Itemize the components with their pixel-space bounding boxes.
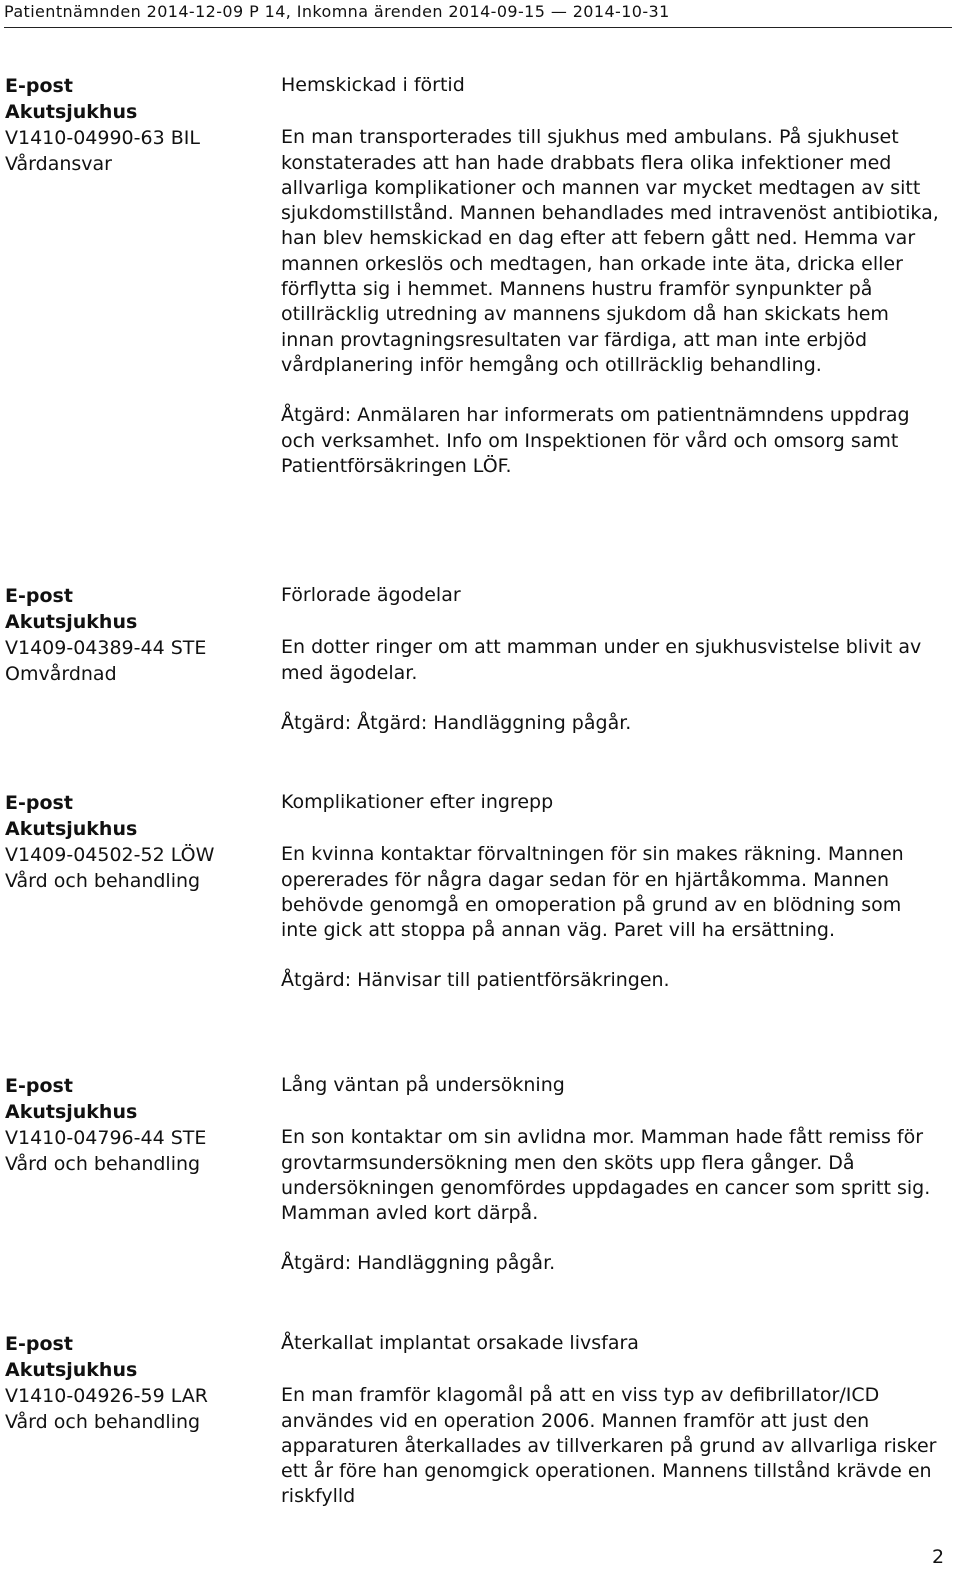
case-category: Vårdansvar <box>5 153 112 175</box>
case-category: Vård och behandling <box>5 1411 201 1433</box>
case-id: V1409-04502-52 LÖW <box>5 844 215 866</box>
case-channel: E-post <box>5 1333 73 1355</box>
case-action: Åtgärd: Handläggning pågår. <box>281 1252 556 1275</box>
case-id: V1410-04796-44 STE <box>5 1127 207 1149</box>
case-action: Åtgärd: Åtgärd: Handläggning pågår. <box>281 711 632 734</box>
case-action: Åtgärd: Hänvisar till patientförsäkringen. <box>281 969 670 992</box>
case-title: Förlorade ägodelar <box>281 584 461 606</box>
case-body <box>281 790 941 994</box>
case-id: V1409-04389-44 STE <box>5 637 207 659</box>
case-channel: E-post <box>5 75 73 97</box>
case-id: V1410-04990-63 BIL <box>5 127 200 149</box>
case-meta <box>5 790 265 894</box>
case-description: En kvinna kontaktar förvaltningen för sin makes räkning. Mannen opererades för några dagar sedan för en hjärtåkomma. Mannen behövde genomgå en omoperation på grund av en blödning som inte gick att stoppa på annan väg. Paret vill ha ersättning. <box>281 843 904 942</box>
page-header <box>4 0 952 28</box>
case-description: En man transporterades till sjukhus med ambulans. På sjukhuset konstaterades att han hade drabbats flera olika infektioner med allvarliga komplikationer och mannen var mycket medtagen av sitt sjukdomstillstånd. Mannen behandlades med intravenöst antibiotika, han blev hemskickad en dag efter att febern gått ned. Hemma var mannen orkeslös och medtagen, han orkade inte äta, dricka eller förflytta sig i hemmet. Mannens hustru framför synpunkter på otillräcklig utredning av mannens sjukdom då han skickats hem innan provtagningsresultaten var färdiga, att man inte erbjöd vårdplanering inför hemgång och otillräcklig behandling. <box>281 126 939 376</box>
case-channel: E-post <box>5 585 73 607</box>
case-action: Åtgärd: Anmälaren har informerats om patientnämndens uppdrag och verksamhet. Info om Inspektionen för vård och omsorg samt Patientförsäkringen LÖF. <box>281 404 910 477</box>
case-description: En man framför klagomål på att en viss typ av defibrillator/ICD användes vid en operation 2006. Mannen framför att just den apparaturen återkallades av tillverkaren på grund av allvarliga risker ett år före han genomgick operationen. Mannens tillstånd krävde en riskfylld <box>281 1384 937 1508</box>
case-meta <box>5 1073 265 1177</box>
case-channel: E-post <box>5 1075 73 1097</box>
case-meta <box>5 583 265 687</box>
case-unit: Akutsjukhus <box>5 818 138 840</box>
case-title: Hemskickad i förtid <box>281 74 465 96</box>
case-id: V1410-04926-59 LAR <box>5 1385 208 1407</box>
case-unit: Akutsjukhus <box>5 611 138 633</box>
case-body <box>281 1073 941 1277</box>
case-unit: Akutsjukhus <box>5 1359 138 1381</box>
case-description: En dotter ringer om att mamman under en sjukhusvistelse blivit av med ägodelar. <box>281 636 922 684</box>
case-category: Omvårdnad <box>5 663 117 685</box>
case-meta <box>5 73 265 177</box>
case-body <box>281 1331 941 1535</box>
case-unit: Akutsjukhus <box>5 1101 138 1123</box>
case-body <box>281 73 941 479</box>
case-title: Komplikationer efter ingrepp <box>281 791 554 813</box>
case-unit: Akutsjukhus <box>5 101 138 123</box>
case-category: Vård och behandling <box>5 1153 201 1175</box>
case-meta <box>5 1331 265 1435</box>
page-number: 2 <box>932 1546 945 1568</box>
case-category: Vård och behandling <box>5 870 201 892</box>
case-channel: E-post <box>5 792 73 814</box>
case-title: Lång väntan på undersökning <box>281 1074 565 1096</box>
case-title: Återkallat implantat orsakade livsfara <box>281 1332 639 1354</box>
case-description: En son kontaktar om sin avlidna mor. Mamman hade fått remiss för grovtarmsundersökning men den sköts upp flera gånger. Då undersökningen genomfördes uppdagades en cancer som spritt sig. Mamman avled kort därpå. <box>281 1126 931 1225</box>
case-body <box>281 583 941 736</box>
header-title: Patientnämnden 2014-12-09 P 14, Inkomna ärenden 2014-09-15 — 2014-10-31 <box>4 2 670 21</box>
